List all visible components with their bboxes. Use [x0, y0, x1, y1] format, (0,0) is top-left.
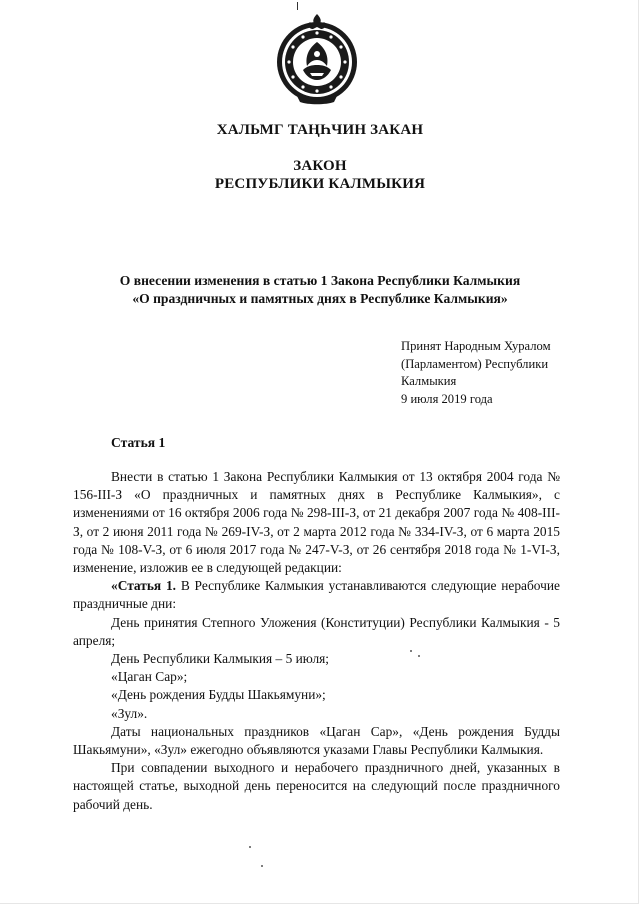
new-article-paragraph: [73, 577, 560, 613]
law-title: ЗАКОН: [293, 158, 347, 174]
article-body: [73, 468, 560, 814]
coincidence-paragraph: При совпадении выходного и нерабочего праздничного дней, указанных в настоящей статье, выходной день переносится на следующий после праздничного рабочий день.: [73, 760, 560, 812]
adoption-line-2: (Парламентом) Республики: [401, 356, 549, 371]
kalmykia-emblem-icon: [274, 10, 360, 106]
adoption-note: [401, 338, 601, 408]
republic-title: РЕСПУБЛИКИ КАЛМЫКИЯ: [214, 176, 426, 192]
holiday-item: День принятия Степного Уложения (Конституции) Республики Калмыкия - 5 апреля;: [73, 614, 560, 648]
holiday-item: «Цаган Сар»;: [111, 669, 188, 685]
scan-speck: [249, 846, 251, 848]
article-intro-paragraph: Внести в статью 1 Закона Республики Калмыкия от 13 октября 2004 года № 156-III-З «О праздничных и памятных днях в Республике Калмыкия», с изменениями от 16 октября 2006 года № 298-III-З, от 21 декабря 2007 года № 408-III-З, от 2 июня 2011 года № 269-IV-З, от 2 марта 2012 года № 334-IV-З, от 6 марта 2015 года № 108-V-З, от 6 июля 2017 года № 247-V-З, от 26 сентября 2018 года № 1-VI-З, изменение, изложив ее в следующей редакции:: [73, 469, 560, 576]
document-title-line-2: «О праздничных и памятных днях в Республике Калмыкия»: [132, 291, 508, 306]
holiday-item: День Республики Калмыкия – 5 июля;: [111, 651, 330, 667]
scan-speck: [261, 865, 263, 867]
scan-speck: [418, 655, 420, 657]
kalmyk-law-title: ХАЛЬМГ ТАҢҺЧИН ЗАКАН: [216, 122, 424, 138]
dates-paragraph: Даты национальных праздников «Цаган Сар», «День рождения Будды Шакьямуни», «Зул» ежегодно объявляются указами Главы Республики Калмыкия.: [73, 723, 560, 758]
new-article-label: «Статья 1.: [111, 578, 177, 594]
scan-speck: [410, 650, 412, 652]
document-title-line-1: О внесении изменения в статью 1 Закона Республики Калмыкия: [119, 273, 521, 288]
adoption-date: 9 июля 2019 года: [401, 391, 493, 406]
scan-mark: [297, 2, 298, 10]
new-article-text: В Республике Калмыкия устанавливаются следующие нерабочие праздничные дни:: [73, 578, 560, 612]
adoption-line-1: Принят Народным Хуралом: [401, 339, 551, 353]
document-title: [60, 272, 580, 308]
holiday-item: «Зул».: [111, 705, 148, 721]
adoption-line-3: Калмыкия: [401, 374, 457, 388]
article-heading: Статья 1: [111, 435, 166, 450]
holiday-item: «День рождения Будды Шакьямуни»;: [111, 687, 326, 703]
